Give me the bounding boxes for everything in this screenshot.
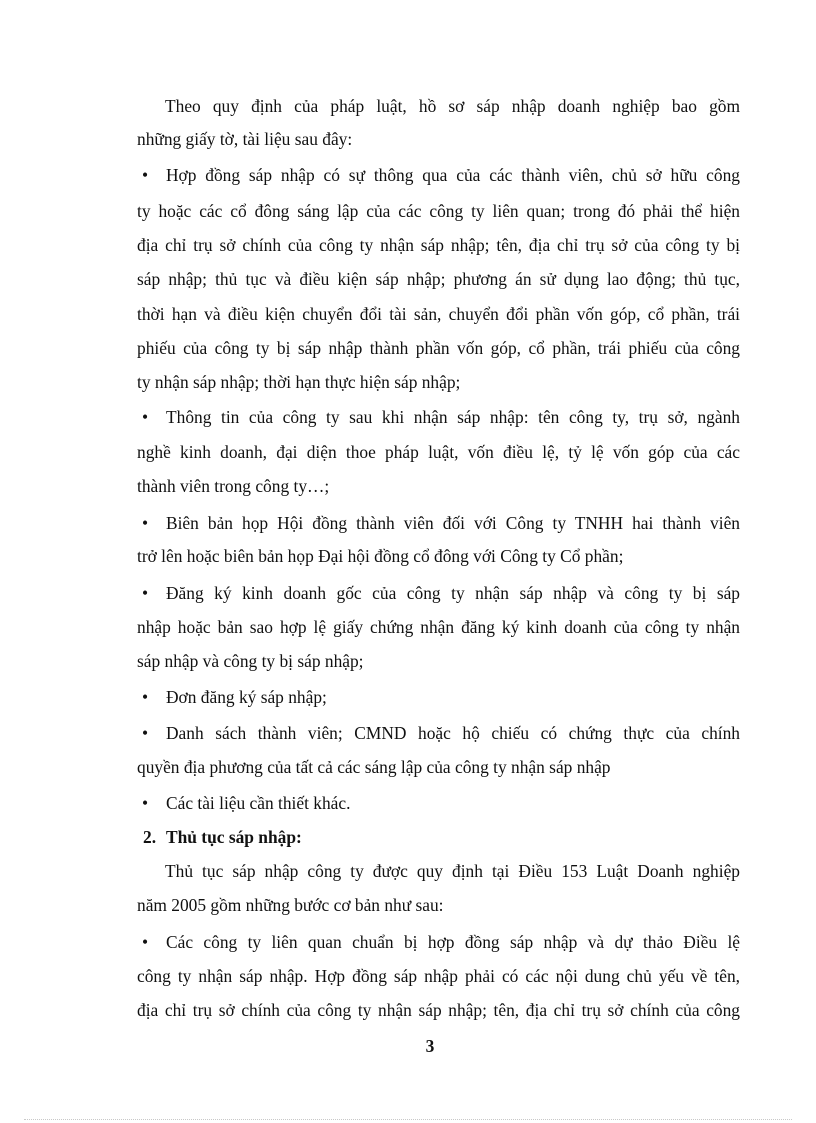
bullet-icon: • — [142, 793, 149, 813]
list-item-text: Các công ty liên quan chuẩn bị hợp đồng sáp nhập và dự thảo Điều lệ — [166, 932, 740, 952]
list-item-continuation: phiếu của công ty bị sáp nhập thành phần vốn góp, cổ phần, trái phiếu của công — [137, 338, 740, 358]
list-item-continuation: địa chỉ trụ sở chính của công ty nhận sáp nhập; tên, địa chỉ trụ sở của công ty bị — [137, 235, 740, 255]
para2-line-2: năm 2005 gồm những bước cơ bản như sau: — [137, 895, 444, 915]
list-item-continuation: sáp nhập và công ty bị sáp nhập; — [137, 651, 364, 671]
list-item-text: Danh sách thành viên; CMND hoặc hộ chiếu có chứng thực của chính — [166, 723, 740, 743]
list-item-continuation: ty nhận sáp nhập; thời hạn thực hiện sáp nhập; — [137, 372, 461, 392]
intro-line-1: Theo quy định của pháp luật, hồ sơ sáp nhập doanh nghiệp bao gồm — [165, 96, 740, 116]
list-item-continuation: địa chỉ trụ sở chính của công ty nhận sáp nhập; tên, địa chỉ trụ sở chính của công — [137, 1000, 740, 1020]
list-item-text: Đơn đăng ký sáp nhập; — [166, 687, 327, 707]
list-item-text: Hợp đồng sáp nhập có sự thông qua của các thành viên, chủ sở hữu công — [166, 165, 740, 185]
list-item-text: Thông tin của công ty sau khi nhận sáp nhập: tên công ty, trụ sở, ngành — [166, 407, 740, 427]
para2-line-1: Thủ tục sáp nhập công ty được quy định tại Điều 153 Luật Doanh nghiệp — [165, 861, 740, 881]
list-item-continuation: thời hạn và điều kiện chuyển đổi tài sản, chuyển đổi phần vốn góp, cổ phần, trái — [137, 304, 740, 324]
bullet-icon: • — [142, 513, 149, 533]
page-bottom-divider — [24, 1119, 792, 1120]
list-item-continuation: công ty nhận sáp nhập. Hợp đồng sáp nhập phải có các nội dung chủ yếu về tên, — [137, 966, 740, 986]
list-item-continuation: quyền địa phương của tất cả các sáng lập của công ty nhận sáp nhập — [137, 757, 611, 777]
list-item-continuation: sáp nhập; thủ tục và điều kiện sáp nhập; phương án sử dụng lao động; thủ tục, — [137, 269, 740, 289]
list-item-continuation: nghề kinh doanh, đại diện thoe pháp luật, vốn điều lệ, tỷ lệ vốn góp của các — [137, 442, 740, 462]
bullet-icon: • — [142, 407, 149, 427]
section-number: 2. — [143, 827, 157, 847]
bullet-icon: • — [142, 687, 149, 707]
list-item-continuation: trở lên hoặc biên bản họp Đại hội đồng cổ đông với Công ty Cổ phần; — [137, 546, 624, 566]
bullet-icon: • — [142, 583, 149, 603]
list-item-text: Đăng ký kinh doanh gốc của công ty nhận sáp nhập và công ty bị sáp — [166, 583, 740, 603]
section-title: Thủ tục sáp nhập: — [166, 827, 302, 847]
list-item-continuation: thành viên trong công ty…; — [137, 476, 330, 496]
bullet-icon: • — [142, 932, 149, 952]
page-number: 3 — [425, 1036, 435, 1056]
list-item-text: Biên bản họp Hội đồng thành viên đối với Công ty TNHH hai thành viên — [166, 513, 740, 533]
bullet-icon: • — [142, 723, 149, 743]
list-item-continuation: nhập hoặc bản sao hợp lệ giấy chứng nhận đăng ký kinh doanh của công ty nhận — [137, 617, 740, 637]
list-item-text: Các tài liệu cần thiết khác. — [166, 793, 351, 813]
intro-line-2: những giấy tờ, tài liệu sau đây: — [137, 129, 353, 149]
list-item-continuation: ty hoặc các cổ đông sáng lập của các công ty liên quan; trong đó phải thể hiện — [137, 201, 740, 221]
bullet-icon: • — [142, 165, 149, 185]
